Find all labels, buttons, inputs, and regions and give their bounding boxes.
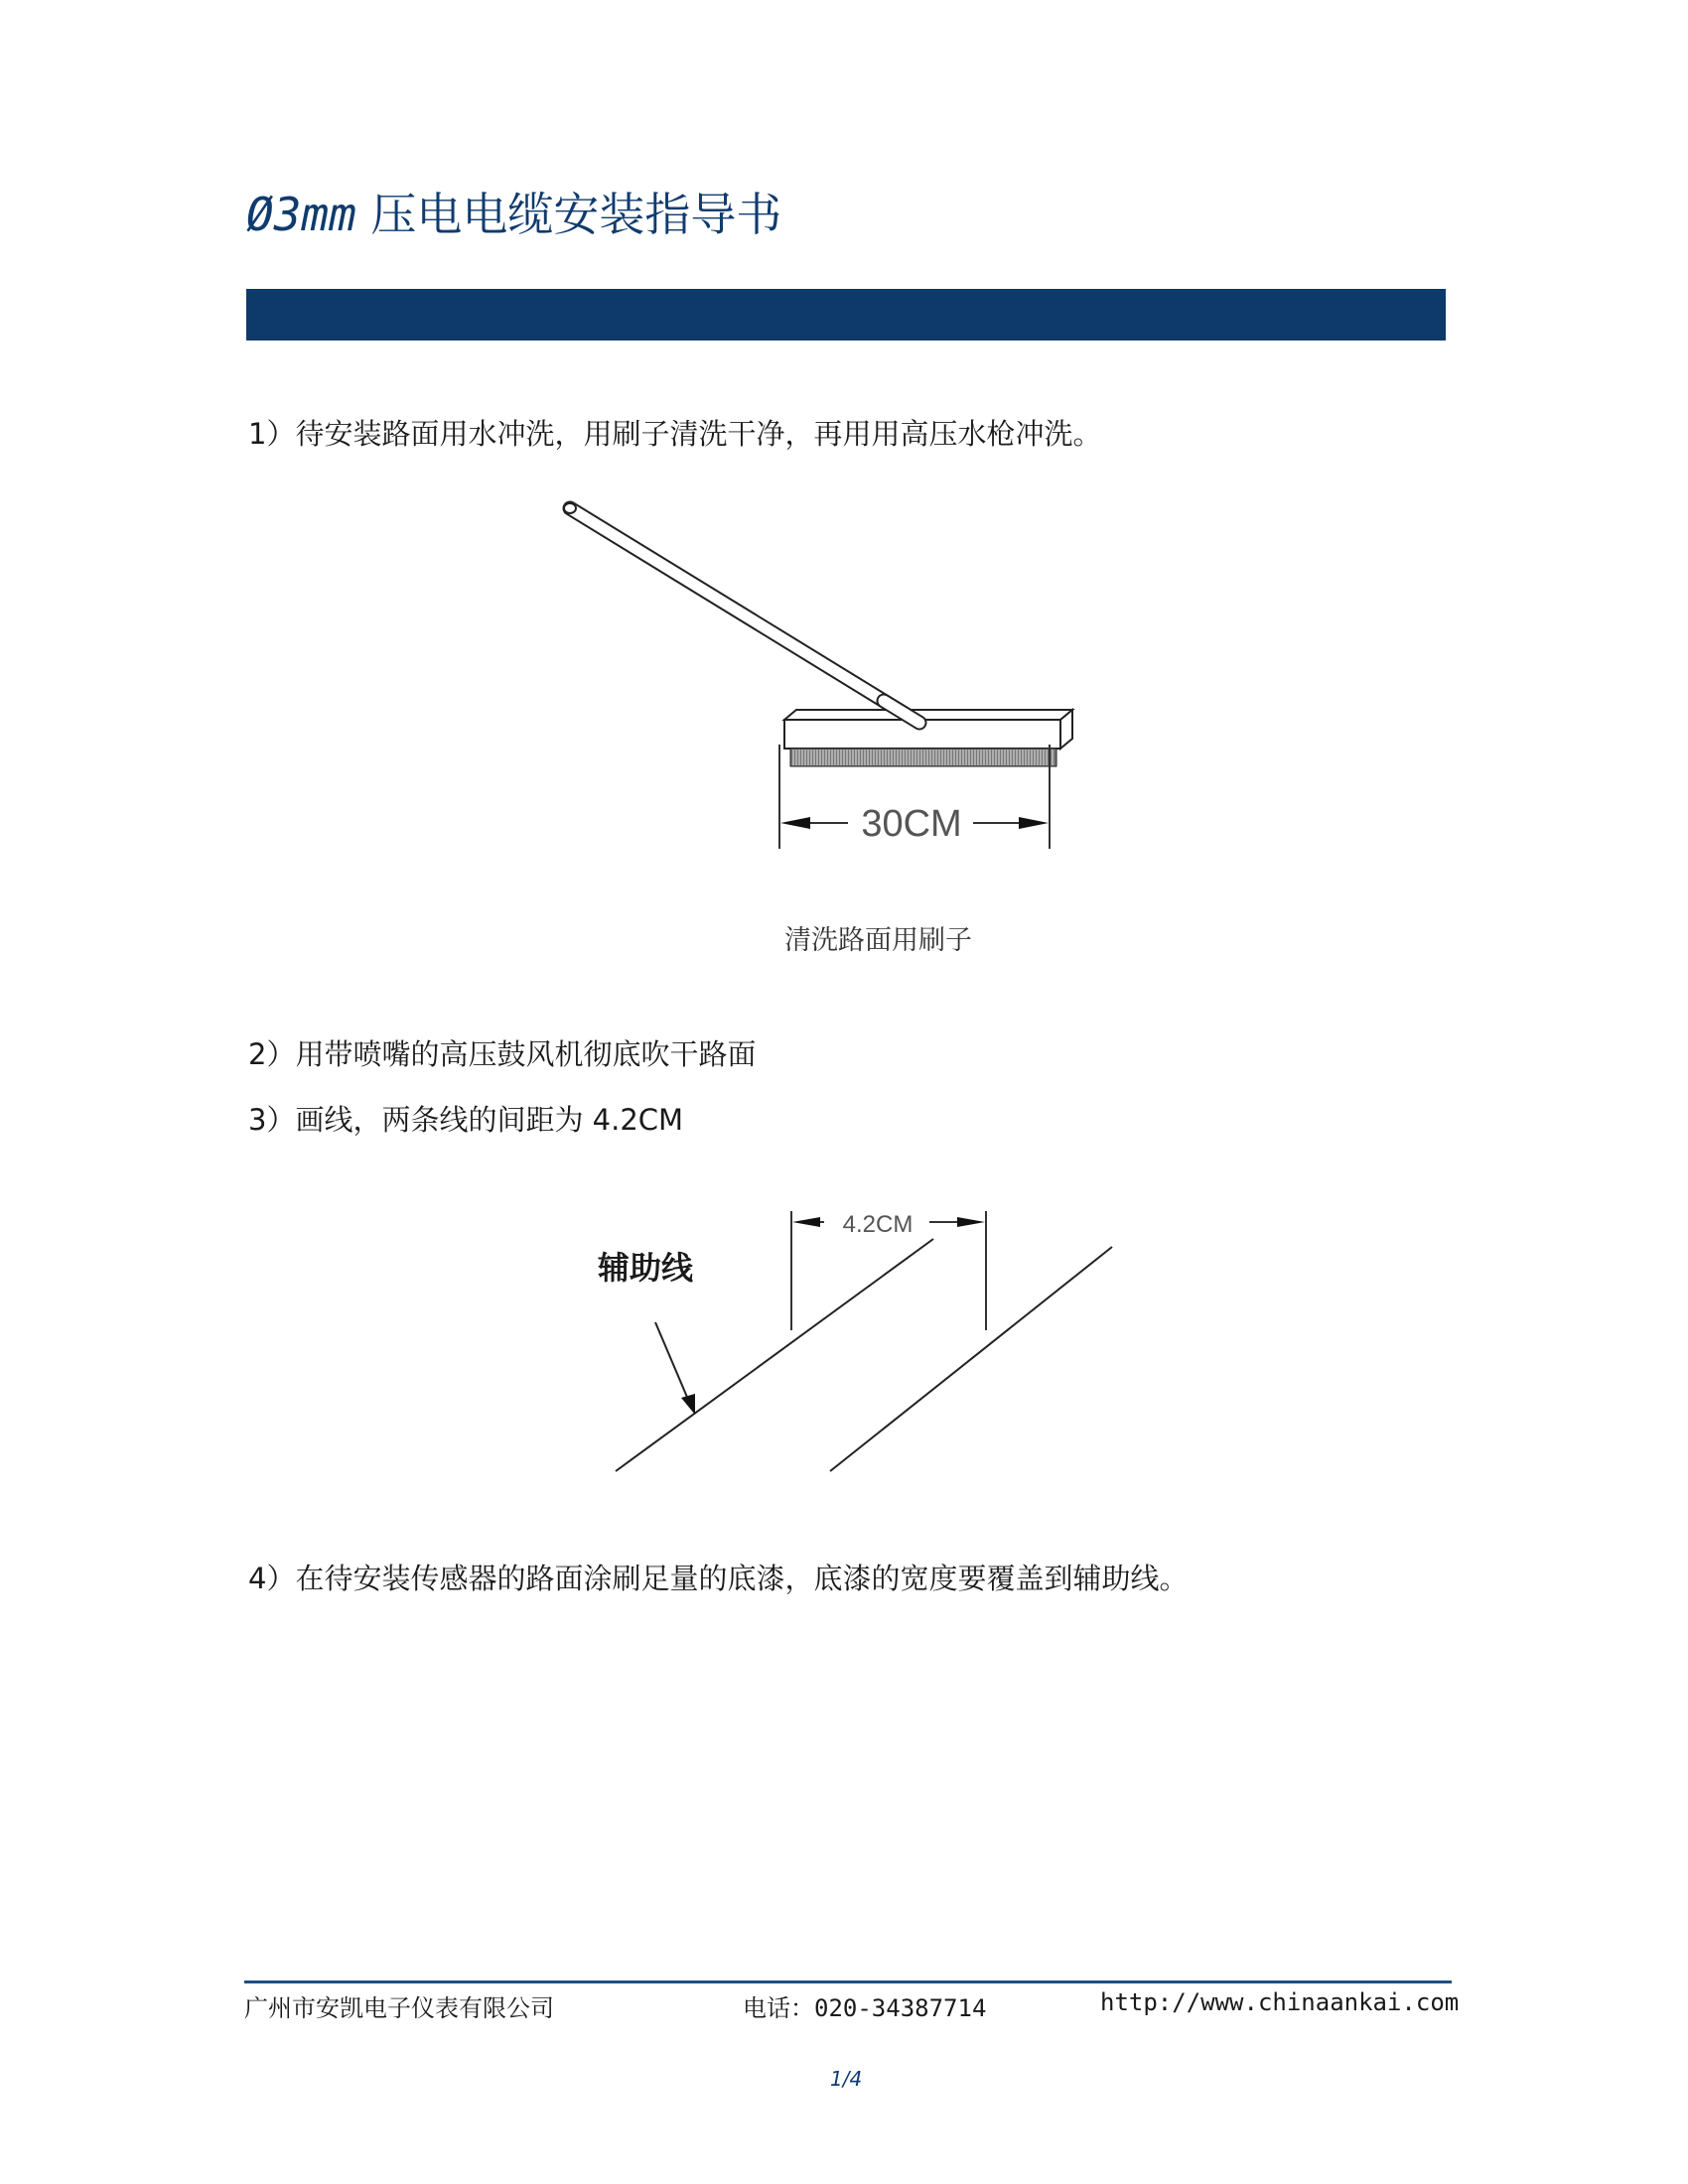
page-title bbox=[246, 179, 781, 244]
guide-lines-figure bbox=[586, 1211, 1122, 1489]
brush-figure bbox=[556, 496, 1092, 854]
auxiliary-line-pointer bbox=[655, 1322, 695, 1415]
step-2-text: 2）用带喷嘴的高压鼓风机彻底吹干路面 bbox=[248, 1037, 757, 1071]
footer-divider bbox=[244, 1980, 1452, 1983]
step-4-text: 4）在待安装传感器的路面涂刷足量的底漆，底漆的宽度要覆盖到辅助线。 bbox=[248, 1562, 1189, 1595]
footer-website-link[interactable]: http://www.chinaankai.com bbox=[1100, 1988, 1460, 2016]
footer-phone-number: 020-34387714 bbox=[814, 1994, 987, 2022]
page-number: 1/4 bbox=[830, 2067, 863, 2091]
title-text: 压电电缆安装指导书 bbox=[370, 188, 782, 241]
step-3-text: 3）画线，两条线的间距为 4.2CM bbox=[248, 1103, 684, 1137]
footer-company: 广州市安凯电子仪表有限公司 bbox=[244, 1994, 554, 2022]
step-1-text: 1）待安装路面用水冲洗，用刷子清洗干净，再用用高压水枪冲洗。 bbox=[248, 417, 1102, 451]
line-spacing-label: 4.2CM bbox=[842, 1211, 914, 1238]
title-bar bbox=[246, 289, 1446, 341]
footer-phone bbox=[743, 1988, 986, 2023]
figure-1-caption: 清洗路面用刷子 bbox=[784, 925, 972, 956]
title-code: Ø3mm bbox=[246, 188, 356, 241]
guide-line-2 bbox=[830, 1247, 1112, 1471]
brush-handle bbox=[564, 503, 919, 723]
auxiliary-line-label: 辅助线 bbox=[598, 1249, 694, 1287]
footer-phone-label: 电话： bbox=[743, 1994, 814, 2022]
brush-head bbox=[784, 710, 1072, 766]
brush-dimension-label: 30CM bbox=[861, 803, 962, 845]
